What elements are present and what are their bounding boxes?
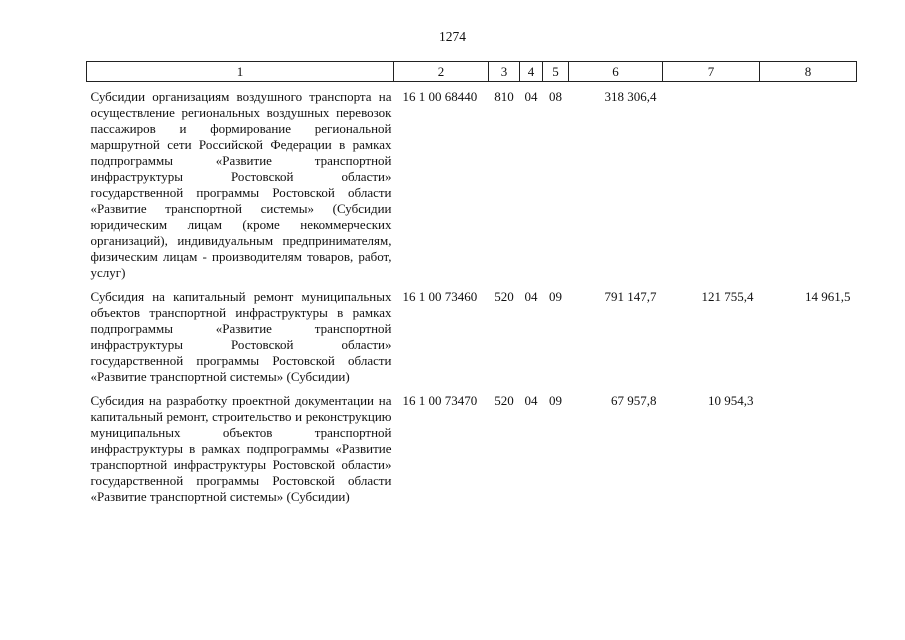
column-header-7: 7 xyxy=(663,62,760,82)
row-target-code: 16 1 00 68440 xyxy=(402,89,478,104)
row-subsection: 09 xyxy=(549,289,562,304)
table-row xyxy=(87,385,857,505)
page-number: 1274 xyxy=(439,29,466,44)
row-amount-col6: 318 306,4 xyxy=(604,89,657,104)
column-header-4: 4 xyxy=(520,62,543,82)
row-description: Субсидии организациям воздушного транспорта на осуществление региональных воздушных перевозок пассажиров и формирование региональной маршрутной сети Российской Федерации в рамках подпрограммы «Развитие транспортной инфраструктуры Ростовской области» государственной программы Ростовской области «Развитие транспортной системы» (Субсидии юридическим лицам (кроме некоммерческих организаций), индивидуальным предпринимателям, физическим лицам - производителям товаров, работ, услуг) xyxy=(90,89,392,280)
budget-table xyxy=(86,61,857,505)
table-row xyxy=(87,281,857,385)
row-amount-col8: 14 961,5 xyxy=(805,289,851,304)
table-header xyxy=(87,62,857,82)
row-amount-col6: 67 957,8 xyxy=(611,393,657,408)
row-amount-col7: 121 755,4 xyxy=(701,289,754,304)
row-amount-col8 xyxy=(760,385,857,505)
row-description: Субсидия на капитальный ремонт муниципальных объектов транспортной инфраструктуры в рамках подпрограммы «Развитие транспортной инфраструктуры Ростовской области» государственной программы Ростовской области «Развитие транспортной системы» (Субсидии) xyxy=(90,289,392,384)
row-amount-col7: 10 954,3 xyxy=(708,393,754,408)
row-section: 04 xyxy=(524,89,538,104)
column-header-3: 3 xyxy=(489,62,520,82)
table-row xyxy=(87,82,857,282)
row-target-code: 16 1 00 73470 xyxy=(402,393,478,408)
row-expense-type: 810 xyxy=(494,89,514,104)
row-section: 04 xyxy=(524,289,538,304)
column-header-6: 6 xyxy=(569,62,663,82)
row-expense-type: 520 xyxy=(494,393,514,408)
row-expense-type: 520 xyxy=(494,289,514,304)
row-amount-col7 xyxy=(663,82,760,282)
row-amount-col8 xyxy=(760,82,857,282)
row-description: Субсидия на разработку проектной документации на капитальный ремонт, строительство и реконструкцию муниципальных объектов транспортной инфраструктуры в рамках подпрограммы «Развитие транспортной инфраструктуры Ростовской области» государственной программы Ростовской области «Развитие транспортной системы» (Субсидии) xyxy=(90,393,392,504)
column-header-5: 5 xyxy=(543,62,569,82)
column-header-1: 1 xyxy=(87,62,394,82)
row-subsection: 09 xyxy=(549,393,562,408)
row-amount-col6: 791 147,7 xyxy=(604,289,657,304)
column-header-8: 8 xyxy=(760,62,857,82)
column-header-2: 2 xyxy=(394,62,489,82)
row-target-code: 16 1 00 73460 xyxy=(402,289,478,304)
row-section: 04 xyxy=(524,393,538,408)
row-subsection: 08 xyxy=(549,89,562,104)
